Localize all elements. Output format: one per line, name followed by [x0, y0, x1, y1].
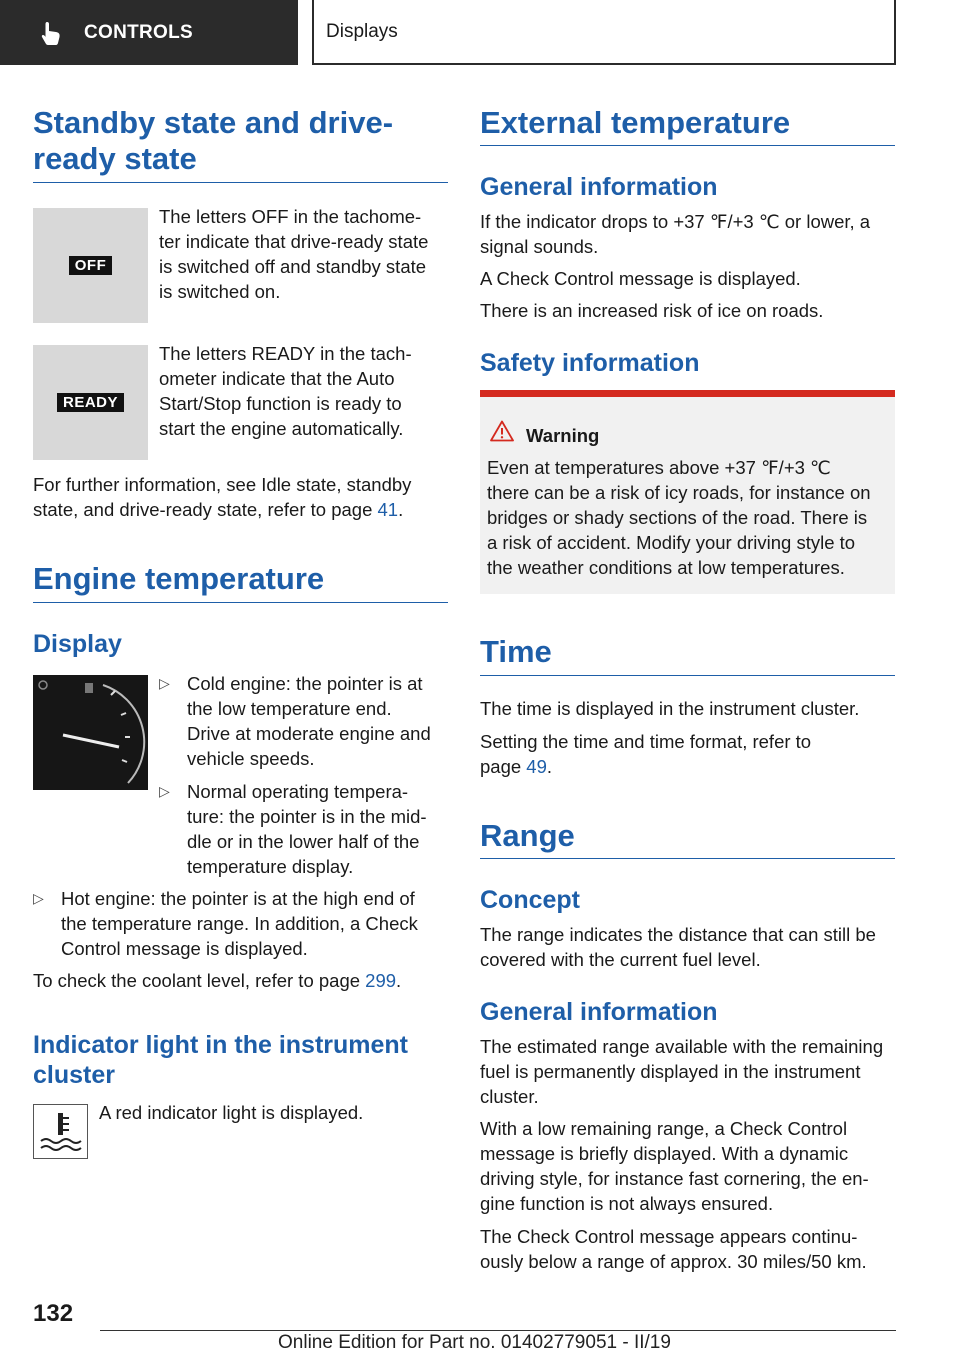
- heading-range: Range: [480, 818, 575, 853]
- page-link-299[interactable]: 299: [365, 970, 397, 991]
- further-info-end: .: [398, 499, 404, 520]
- off-description: The letters OFF in the tachome- ter indicate that drive-ready state is switched off and standby state is switched on.: [159, 206, 429, 302]
- concept-paragraph: The range indicates the distance that can still be covered with the current fuel level.: [480, 924, 876, 970]
- warning-box: [480, 390, 895, 594]
- heading-display: Display: [33, 630, 122, 658]
- header-chapter-label: Displays: [326, 20, 398, 42]
- general-paragraph-3: There is an increased risk of ice on roads.: [480, 300, 824, 321]
- time-text: Setting the time and time format, refer to page: [480, 731, 812, 777]
- heading-standby: Standby state and drive- ready state: [33, 105, 394, 176]
- time-paragraph-1: The time is displayed in the instrument cluster.: [480, 698, 860, 719]
- header-section: CONTROLS: [84, 21, 194, 43]
- time-end: .: [546, 756, 553, 777]
- off-tag: OFF: [69, 256, 113, 275]
- heading-rule: [33, 182, 448, 183]
- list-item-text: Normal operating tempera- ture: the pointer is in the mid- dle or in the lower half of the temperature display.: [187, 781, 427, 877]
- coolant-paragraph: [33, 968, 448, 993]
- page-link-41[interactable]: 41: [377, 499, 399, 520]
- heading-engine-temperature: Engine temperature: [33, 561, 325, 596]
- time-paragraph-2: [480, 729, 895, 779]
- indicator-description: A red indicator light is displayed.: [99, 1102, 364, 1123]
- coolant-text: To check the coolant level, refer to page: [33, 970, 366, 991]
- temperature-gauge-image: [33, 675, 148, 790]
- coolant-temperature-icon: [38, 1109, 84, 1155]
- page-link-49[interactable]: 49: [526, 756, 547, 777]
- header-section-tab: [0, 0, 298, 65]
- triangle-bullet-icon: ▷: [159, 783, 170, 799]
- edition-note: Online Edition for Part no. 01402779051 - II/19: [278, 1332, 671, 1353]
- heading-time: Time: [480, 634, 552, 669]
- header-chapter: [312, 0, 896, 65]
- general-paragraph-1: If the indicator drops to +37 ℉/+3 ℃ or lower, a signal sounds.: [480, 211, 871, 257]
- heading-indicator-light: Indicator light in the instrument cluster: [33, 1031, 408, 1089]
- further-info-paragraph: [33, 472, 448, 522]
- heading-rule: [33, 602, 448, 603]
- heading-rule: [480, 145, 895, 146]
- list-item-text: Hot engine: the pointer is at the high end of the temperature range. In addition, a Check Control message is displayed.: [61, 888, 418, 959]
- ready-description: The letters READY in the tach- ometer indicate that the Auto Start/Stop function is ready to start the engine automatically.: [159, 343, 412, 439]
- warning-triangle-icon: [490, 420, 514, 442]
- temperature-gauge-icon: [33, 675, 148, 790]
- coolant-indicator-image: [33, 1104, 88, 1159]
- general-paragraph-2: A Check Control message is displayed.: [480, 268, 801, 289]
- off-indicator-image: [33, 208, 148, 323]
- heading-general-information: General information: [480, 173, 718, 201]
- pointing-hand-icon: [38, 20, 64, 46]
- heading-rule: [480, 675, 895, 676]
- range-paragraph-2: With a low remaining range, a Check Control message is briefly displayed. With a dynamic driving style, for instance fast cornering, the en- gine function is not always ensured.: [480, 1118, 869, 1214]
- triangle-bullet-icon: ▷: [159, 675, 170, 691]
- list-item-text: Cold engine: the pointer is at the low temperature end. Drive at moderate engine and vehicle speeds.: [187, 673, 431, 769]
- ready-tag: READY: [57, 393, 124, 412]
- ready-indicator-image: [33, 345, 148, 460]
- heading-general-information-2: General information: [480, 998, 718, 1026]
- warning-body: Even at temperatures above +37 ℉/+3 ℃ there can be a risk of icy roads, for instance on bridges or shady sections of the road. There is a risk of accident. Modify your driving style to the weather conditions at low temperatures.: [487, 457, 871, 578]
- triangle-bullet-icon: ▷: [33, 890, 44, 906]
- range-paragraph-3: The Check Control message appears continu- ously below a range of approx. 30 miles/50 km.: [480, 1226, 867, 1272]
- heading-external-temperature: External temperature: [480, 105, 791, 140]
- further-info-text: For further information, see Idle state, standby state, and drive-ready state, refer to page: [33, 474, 412, 520]
- page-number: 132: [33, 1300, 74, 1327]
- warning-title: Warning: [526, 425, 600, 446]
- heading-rule: [480, 858, 895, 859]
- coolant-end: .: [396, 970, 402, 991]
- range-paragraph-1: The estimated range available with the remaining fuel is permanently displayed in the instrument cluster.: [480, 1036, 884, 1107]
- heading-concept: Concept: [480, 886, 580, 914]
- heading-safety-information: Safety information: [480, 349, 700, 377]
